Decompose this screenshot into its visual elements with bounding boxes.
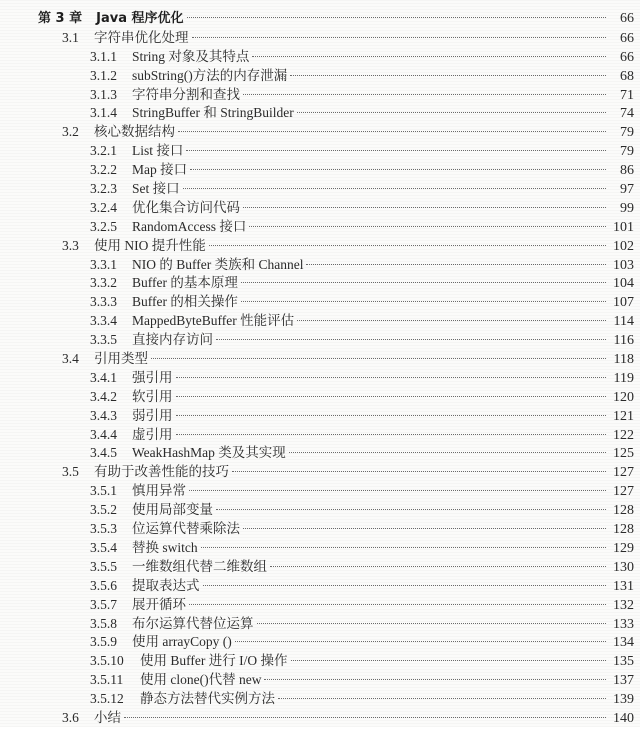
- section-title: Set 接口: [132, 181, 180, 197]
- page-number: 116: [613, 333, 634, 349]
- section-title: 直接内存访问: [132, 332, 213, 348]
- section-number: 3.2.2: [90, 162, 117, 178]
- toc-subsection[interactable]: [0, 652, 640, 671]
- page-number: 68: [620, 68, 634, 84]
- dot-leader: [241, 282, 606, 283]
- section-number: 3.1.3: [90, 86, 117, 102]
- page-number: 133: [613, 616, 634, 632]
- dot-leader: [290, 75, 606, 76]
- section-number: 3.2.3: [90, 181, 117, 197]
- section-title: 引用类型: [94, 351, 148, 367]
- toc-subsection[interactable]: [0, 218, 640, 237]
- toc-subsection[interactable]: [0, 482, 640, 501]
- section-number: 3.4.1: [90, 369, 117, 385]
- page-number: 99: [620, 200, 634, 216]
- toc-subsection[interactable]: [0, 520, 640, 539]
- section-number: 3.5.3: [90, 521, 117, 537]
- page-number: 107: [613, 295, 634, 311]
- section-number: 3.3.4: [90, 313, 117, 329]
- toc-subsection[interactable]: [0, 274, 640, 293]
- page-number: 134: [613, 635, 634, 651]
- toc-subsection[interactable]: [0, 48, 640, 67]
- dot-leader: [190, 169, 606, 170]
- section-title: 展开循环: [132, 596, 186, 612]
- section-number: 3.3.3: [90, 294, 117, 310]
- section-title: 使用 Buffer 进行 I/O 操作: [140, 653, 288, 669]
- section-title: 优化集合访问代码: [132, 199, 240, 215]
- section-number: 3.5.6: [90, 577, 117, 593]
- section-number: 3.6: [62, 709, 79, 725]
- toc-subsection[interactable]: [0, 501, 640, 520]
- toc-subsection[interactable]: [0, 161, 640, 180]
- page-number: 97: [620, 182, 634, 198]
- dot-leader: [203, 585, 607, 586]
- section-title: 使用 arrayCopy (): [132, 634, 232, 650]
- toc-subsection[interactable]: [0, 577, 640, 596]
- section-title: 字符串分割和查找: [132, 86, 240, 102]
- toc-subsection[interactable]: [0, 444, 640, 463]
- section-number: 3.1: [62, 29, 79, 45]
- section-number: 3.5: [62, 464, 79, 480]
- section-title: 静态方法替代实例方法: [140, 691, 275, 707]
- dot-leader: [176, 434, 607, 435]
- page-number: 127: [613, 465, 634, 481]
- section-title: 软引用: [132, 388, 173, 404]
- section-number: 3.2.5: [90, 218, 117, 234]
- page-number: 122: [613, 427, 634, 443]
- section-title: RandomAccess 接口: [132, 218, 247, 234]
- section-title: 虚引用: [132, 426, 173, 442]
- toc-section[interactable]: [0, 709, 640, 728]
- section-title: MappedByteBuffer 性能评估: [132, 313, 295, 329]
- section-title: Buffer 的相关操作: [132, 294, 238, 310]
- section-title: StringBuffer 和 StringBuilder: [132, 105, 294, 121]
- dot-leader: [189, 604, 606, 605]
- chapter-number: 第 3 章: [38, 11, 83, 26]
- section-title: subString()方法的内存泄漏: [132, 67, 288, 83]
- page-number: 120: [613, 389, 634, 405]
- toc-section[interactable]: [0, 123, 640, 142]
- section-title: 使用局部变量: [132, 502, 213, 518]
- section-title: 布尔运算代替位运算: [132, 615, 254, 631]
- dot-leader: [232, 471, 606, 472]
- toc-subsection[interactable]: [0, 671, 640, 690]
- toc-entries: [0, 29, 640, 728]
- dot-leader: [241, 301, 606, 302]
- dot-leader: [297, 320, 606, 321]
- dot-leader: [209, 245, 606, 246]
- toc-section[interactable]: [0, 350, 640, 369]
- toc-chapter-heading[interactable]: [0, 10, 640, 29]
- page-number: 129: [613, 540, 634, 556]
- toc-subsection[interactable]: [0, 104, 640, 123]
- section-title: 字符串优化处理: [94, 29, 189, 45]
- section-title: 替换 switch: [132, 539, 198, 555]
- section-number: 3.5.2: [90, 502, 117, 518]
- section-title: WeakHashMap 类及其实现: [132, 445, 286, 461]
- page-number: 118: [613, 352, 634, 368]
- dot-leader: [243, 207, 606, 208]
- page-number: 128: [613, 522, 634, 538]
- section-number: 3.3.5: [90, 332, 117, 348]
- page-number: 135: [613, 654, 634, 670]
- section-title: NIO 的 Buffer 类族和 Channel: [132, 256, 304, 272]
- section-title: List 接口: [132, 143, 184, 159]
- dot-leader: [187, 17, 607, 18]
- section-number: 3.5.1: [90, 483, 117, 499]
- page-number: 79: [620, 144, 634, 160]
- page-number: 125: [613, 446, 634, 462]
- toc-subsection[interactable]: [0, 539, 640, 558]
- dot-leader: [176, 415, 607, 416]
- dot-leader: [216, 509, 606, 510]
- section-number: 3.4: [62, 351, 79, 367]
- toc-subsection[interactable]: [0, 388, 640, 407]
- section-number: 3.5.11: [90, 672, 124, 688]
- dot-leader: [216, 339, 606, 340]
- section-number: 3.1.1: [90, 48, 117, 64]
- toc-subsection[interactable]: [0, 426, 640, 445]
- section-number: 3.5.8: [90, 615, 117, 631]
- toc-subsection[interactable]: [0, 199, 640, 218]
- section-number: 3.1.2: [90, 67, 117, 83]
- toc-section[interactable]: [0, 463, 640, 482]
- section-number: 3.3: [62, 237, 79, 253]
- section-number: 3.5.12: [90, 691, 124, 707]
- toc-subsection[interactable]: [0, 86, 640, 105]
- page-number: 74: [620, 106, 634, 122]
- page-number: 102: [613, 238, 634, 254]
- page-number: 139: [613, 692, 634, 708]
- toc-section[interactable]: [0, 237, 640, 256]
- section-number: 3.2: [62, 124, 79, 140]
- toc-subsection[interactable]: [0, 293, 640, 312]
- toc-subsection[interactable]: [0, 615, 640, 634]
- section-number: 3.3.1: [90, 256, 117, 272]
- dot-leader: [189, 490, 606, 491]
- toc-subsection[interactable]: [0, 180, 640, 199]
- section-number: 3.3.2: [90, 275, 117, 291]
- section-title: 一维数组代替二维数组: [132, 558, 267, 574]
- dot-leader: [151, 358, 606, 359]
- section-number: 3.5.7: [90, 596, 117, 612]
- section-number: 3.4.3: [90, 407, 117, 423]
- page-number: 132: [613, 597, 634, 613]
- toc-subsection[interactable]: [0, 558, 640, 577]
- toc-subsection[interactable]: [0, 312, 640, 331]
- dot-leader: [186, 150, 606, 151]
- toc-section[interactable]: [0, 29, 640, 48]
- toc-subsection[interactable]: [0, 67, 640, 86]
- section-title: 有助于改善性能的技巧: [94, 464, 229, 480]
- section-title: 使用 NIO 提升性能: [94, 237, 206, 253]
- section-title: 位运算代替乘除法: [132, 521, 240, 537]
- dot-leader: [243, 528, 606, 529]
- dot-leader: [252, 56, 606, 57]
- page-number: 103: [613, 257, 634, 273]
- section-number: 3.4.5: [90, 445, 117, 461]
- dot-leader: [235, 641, 606, 642]
- dot-leader: [243, 94, 606, 95]
- toc-subsection[interactable]: [0, 256, 640, 275]
- section-number: 3.4.2: [90, 388, 117, 404]
- section-number: 3.5.10: [90, 653, 124, 669]
- dot-leader: [249, 226, 606, 227]
- dot-leader: [183, 188, 606, 189]
- dot-leader: [306, 264, 606, 265]
- section-number: 3.1.4: [90, 105, 117, 121]
- table-of-contents: [0, 10, 640, 728]
- page-number: 79: [620, 125, 634, 141]
- section-title: 核心数据结构: [94, 124, 175, 140]
- dot-leader: [176, 396, 607, 397]
- page-number: 66: [620, 49, 634, 65]
- page-number: 121: [613, 408, 634, 424]
- page-number: 66: [620, 11, 634, 26]
- dot-leader: [178, 131, 606, 132]
- section-number: 3.5.5: [90, 558, 117, 574]
- toc-subsection[interactable]: [0, 690, 640, 709]
- page-number: 119: [613, 370, 634, 386]
- section-title: 弱引用: [132, 407, 173, 423]
- dot-leader: [257, 623, 607, 624]
- dot-leader: [264, 679, 606, 680]
- section-number: 3.5.9: [90, 634, 117, 650]
- toc-subsection[interactable]: [0, 407, 640, 426]
- page-number: 104: [613, 276, 634, 292]
- section-title: 提取表达式: [132, 577, 200, 593]
- toc-subsection[interactable]: [0, 633, 640, 652]
- dot-leader: [289, 452, 606, 453]
- page-number: 101: [613, 219, 634, 235]
- section-number: 3.2.1: [90, 143, 117, 159]
- dot-leader: [124, 717, 606, 718]
- section-number: 3.4.4: [90, 426, 117, 442]
- section-title: Map 接口: [132, 162, 188, 178]
- dot-leader: [270, 566, 606, 567]
- section-number: 3.2.4: [90, 199, 117, 215]
- dot-leader: [176, 377, 607, 378]
- chapter-title: Java 程序优化: [96, 11, 184, 26]
- page-number: 130: [613, 559, 634, 575]
- page-number: 71: [620, 87, 634, 103]
- toc-subsection[interactable]: [0, 596, 640, 615]
- page-number: 127: [613, 484, 634, 500]
- page-number: 128: [613, 503, 634, 519]
- section-title: String 对象及其特点: [132, 48, 250, 64]
- page-number: 114: [613, 314, 634, 330]
- dot-leader: [192, 37, 607, 38]
- section-title: 使用 clone()代替 new: [140, 672, 262, 688]
- page-number: 140: [613, 710, 634, 726]
- dot-leader: [201, 547, 606, 548]
- section-title: 强引用: [132, 369, 173, 385]
- page-number: 86: [620, 163, 634, 179]
- page-number: 66: [620, 30, 634, 46]
- section-title: 小结: [94, 709, 121, 725]
- section-number: 3.5.4: [90, 539, 117, 555]
- dot-leader: [278, 698, 606, 699]
- dot-leader: [297, 112, 606, 113]
- page-number: 137: [613, 673, 634, 689]
- section-title: Buffer 的基本原理: [132, 275, 238, 291]
- toc-subsection[interactable]: [0, 142, 640, 161]
- toc-subsection[interactable]: [0, 369, 640, 388]
- toc-subsection[interactable]: [0, 331, 640, 350]
- section-title: 慎用异常: [132, 483, 186, 499]
- page-number: 131: [613, 578, 634, 594]
- dot-leader: [291, 660, 607, 661]
